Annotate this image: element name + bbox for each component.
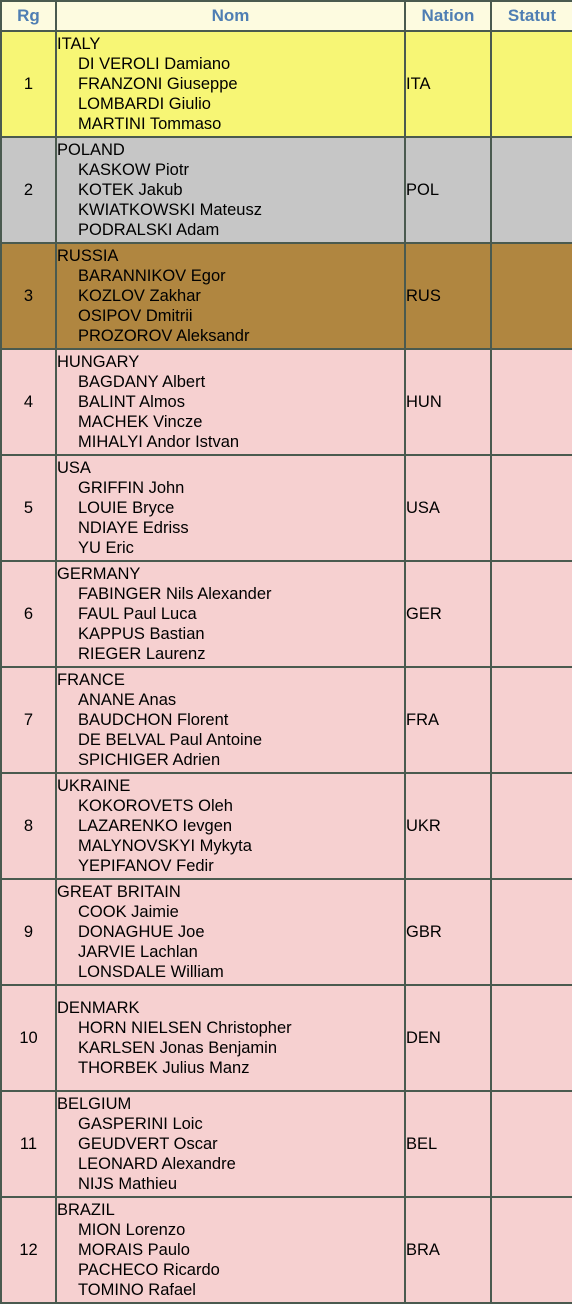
athlete-name: BAGDANY Albert <box>78 373 206 391</box>
nation-cell: UKR <box>405 773 491 879</box>
athlete-name: FAUL Paul Luca <box>78 605 197 623</box>
athlete-name: OSIPOV Dmitrii <box>78 307 193 325</box>
athlete-name: DI VEROLI Damiano <box>78 55 231 73</box>
athlete-name: MALYNOVSKYI Mykyta <box>78 837 252 855</box>
athlete-name: FRANZONI Giuseppe <box>78 75 238 93</box>
team-name: HUNGARY <box>57 353 140 371</box>
table-row <box>1 561 572 667</box>
athlete-name: LEONARD Alexandre <box>78 1155 236 1173</box>
team-cell <box>56 773 405 879</box>
table-row <box>1 879 572 985</box>
team-name: FRANCE <box>57 671 125 689</box>
nation-cell: RUS <box>405 243 491 349</box>
team-cell <box>56 1091 405 1197</box>
table-row <box>1 985 572 1091</box>
table-row <box>1 1091 572 1197</box>
athlete-name: THORBEK Julius Manz <box>78 1059 250 1077</box>
status-cell <box>491 879 572 985</box>
nation-cell: DEN <box>405 985 491 1091</box>
team-name: GREAT BRITAIN <box>57 883 181 901</box>
status-cell <box>491 137 572 243</box>
team-cell <box>56 31 405 137</box>
nation-cell: ITA <box>405 31 491 137</box>
status-column-header[interactable]: Statut <box>491 1 572 31</box>
nation-cell: BRA <box>405 1197 491 1303</box>
status-cell <box>491 1091 572 1197</box>
athlete-name: LOUIE Bryce <box>78 499 175 517</box>
athlete-name: COOK Jaimie <box>78 903 179 921</box>
rank-cell: 3 <box>1 243 56 349</box>
athlete-name: KOZLOV Zakhar <box>78 287 201 305</box>
status-cell <box>491 455 572 561</box>
athlete-name: LONSDALE William <box>78 963 224 981</box>
table-row <box>1 773 572 879</box>
table-row <box>1 455 572 561</box>
athlete-name: ANANE Anas <box>78 691 177 709</box>
table-row <box>1 349 572 455</box>
athlete-name: DE BELVAL Paul Antoine <box>78 731 263 749</box>
athlete-name: FABINGER Nils Alexander <box>78 585 272 603</box>
rank-cell: 10 <box>1 985 56 1091</box>
team-cell <box>56 879 405 985</box>
team-name: BRAZIL <box>57 1201 115 1219</box>
athlete-name: NDIAYE Edriss <box>78 519 189 537</box>
athlete-name: PACHECO Ricardo <box>78 1261 220 1279</box>
rank-cell: 6 <box>1 561 56 667</box>
table-body <box>1 31 572 1303</box>
rank-cell: 8 <box>1 773 56 879</box>
athlete-name: RIEGER Laurenz <box>78 645 206 663</box>
athlete-name: MION Lorenzo <box>78 1221 186 1239</box>
status-cell <box>491 243 572 349</box>
athlete-name: MORAIS Paulo <box>78 1241 190 1259</box>
header-row <box>1 1 572 31</box>
athlete-name: KOTEK Jakub <box>78 181 183 199</box>
team-cell <box>56 455 405 561</box>
rank-cell: 7 <box>1 667 56 773</box>
team-cell <box>56 243 405 349</box>
athlete-name: DONAGHUE Joe <box>78 923 205 941</box>
name-column-header[interactable]: Nom <box>56 1 405 31</box>
team-name: ITALY <box>57 35 101 53</box>
rank-cell: 12 <box>1 1197 56 1303</box>
status-cell <box>491 31 572 137</box>
athlete-name: PROZOROV Aleksandr <box>78 327 250 345</box>
athlete-name: KASKOW Piotr <box>78 161 189 179</box>
team-name: GERMANY <box>57 565 141 583</box>
team-name: USA <box>57 459 91 477</box>
team-name: UKRAINE <box>57 777 131 795</box>
rank-cell: 9 <box>1 879 56 985</box>
team-cell <box>56 667 405 773</box>
athlete-name: MIHALYI Andor Istvan <box>78 433 240 451</box>
status-cell <box>491 561 572 667</box>
athlete-name: BAUDCHON Florent <box>78 711 229 729</box>
nation-cell: USA <box>405 455 491 561</box>
rank-cell: 2 <box>1 137 56 243</box>
rank-cell: 5 <box>1 455 56 561</box>
table-row <box>1 137 572 243</box>
team-name: RUSSIA <box>57 247 119 265</box>
nation-column-header[interactable]: Nation <box>405 1 491 31</box>
team-name: DENMARK <box>57 999 140 1017</box>
athlete-name: TOMINO Rafael <box>78 1281 196 1299</box>
table-header <box>1 1 572 31</box>
athlete-name: MARTINI Tommaso <box>78 115 222 133</box>
rank-cell: 4 <box>1 349 56 455</box>
team-cell <box>56 137 405 243</box>
nation-cell: POL <box>405 137 491 243</box>
athlete-name: KWIATKOWSKI Mateusz <box>78 201 262 219</box>
athlete-name: KAPPUS Bastian <box>78 625 205 643</box>
nation-cell: BEL <box>405 1091 491 1197</box>
athlete-name: KARLSEN Jonas Benjamin <box>78 1039 278 1057</box>
table-row <box>1 243 572 349</box>
athlete-name: LOMBARDI Giulio <box>78 95 211 113</box>
athlete-name: YEPIFANOV Fedir <box>78 857 214 875</box>
nation-cell: FRA <box>405 667 491 773</box>
athlete-name: JARVIE Lachlan <box>78 943 198 961</box>
rank-cell: 11 <box>1 1091 56 1197</box>
nation-cell: GBR <box>405 879 491 985</box>
team-name: POLAND <box>57 141 125 159</box>
status-cell <box>491 667 572 773</box>
status-cell <box>491 349 572 455</box>
athlete-name: SPICHIGER Adrien <box>78 751 221 769</box>
status-cell <box>491 985 572 1091</box>
athlete-name: HORN NIELSEN Christopher <box>78 1019 292 1037</box>
athlete-name: KOKOROVETS Oleh <box>78 797 233 815</box>
athlete-name: YU Eric <box>78 539 134 557</box>
status-cell <box>491 1197 572 1303</box>
table-row <box>1 31 572 137</box>
team-cell <box>56 985 405 1091</box>
athlete-name: BARANNIKOV Egor <box>78 267 226 285</box>
athlete-name: LAZARENKO Ievgen <box>78 817 233 835</box>
athlete-name: GASPERINI Loic <box>78 1115 203 1133</box>
status-cell <box>491 773 572 879</box>
team-cell <box>56 561 405 667</box>
nation-cell: GER <box>405 561 491 667</box>
athlete-name: GRIFFIN John <box>78 479 185 497</box>
athlete-name: BALINT Almos <box>78 393 185 411</box>
table-row <box>1 667 572 773</box>
team-name: BELGIUM <box>57 1095 132 1113</box>
athlete-name: NIJS Mathieu <box>78 1175 178 1193</box>
nation-cell: HUN <box>405 349 491 455</box>
athlete-name: PODRALSKI Adam <box>78 221 220 239</box>
team-cell <box>56 349 405 455</box>
athlete-name: MACHEK Vincze <box>78 413 203 431</box>
table-row <box>1 1197 572 1303</box>
rank-column-header[interactable]: Rg <box>1 1 56 31</box>
rank-cell: 1 <box>1 31 56 137</box>
team-cell <box>56 1197 405 1303</box>
athlete-name: GEUDVERT Oscar <box>78 1135 218 1153</box>
